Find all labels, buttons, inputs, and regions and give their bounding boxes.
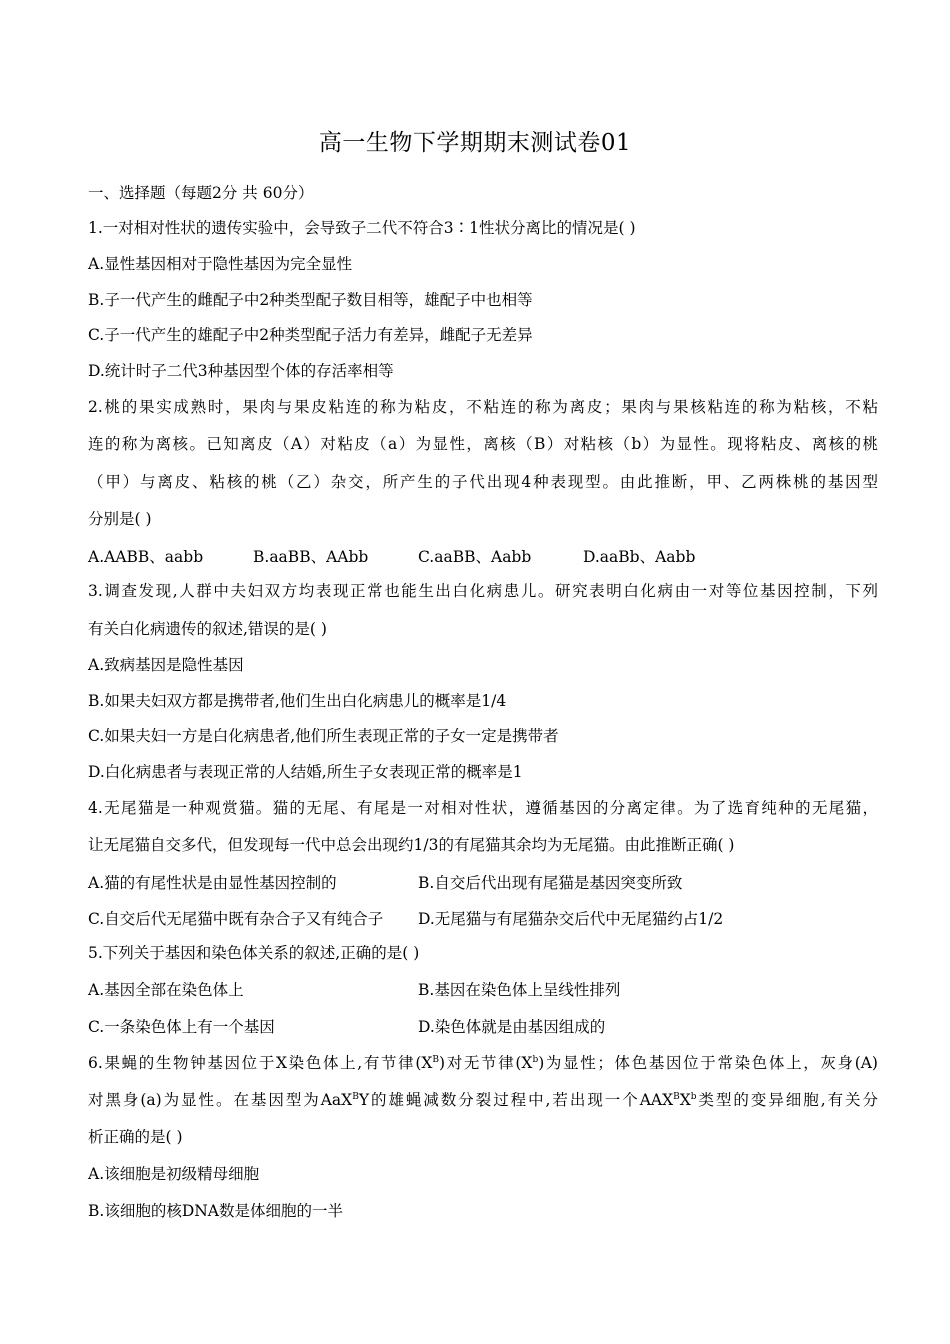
section-heading: 一、选择题（每题2分 共 60分） xyxy=(88,184,314,202)
q2-stem-line2: 连的称为离核。已知离皮（A）对粘皮（a）为显性，离核（B）对粘核（b）为显性。现将粘皮、离核的桃 xyxy=(88,435,878,453)
q5-option-a: A.基因全部在染色体上 xyxy=(88,981,244,999)
q2-option-d: D.aaBb、Aabb xyxy=(583,548,696,566)
q3-option-b: B.如果夫妇双方都是携带者,他们生出白化病患儿的概率是1/4 xyxy=(88,692,507,710)
q1-option-a: A.显性基因相对于隐性基因为完全显性 xyxy=(88,255,353,273)
q2-stem-line3: （甲）与离皮、粘核的桃（乙）杂交，所产生的子代出现4种表现型。由此推断，甲、乙两株桃的基因型 xyxy=(88,473,878,491)
q4-option-b: B.自交后代出现有尾猫是基因突变所致 xyxy=(418,874,683,892)
page-title: 高一生物下学期期末测试卷01 xyxy=(318,130,632,156)
q6-stem-line2: 对黑身(a)为显性。在基因型为AaX$^B$Y的雄蝇减数分裂过程中,若出现一个$AAX^BX^b$类型的变异细胞,有关分 xyxy=(88,1091,878,1109)
q5-stem: 5.下列关于基因和染色体关系的叙述,正确的是( ) xyxy=(88,944,420,962)
q3-option-d: D.白化病患者与表现正常的人结婚,所生子女表现正常的概率是1 xyxy=(88,763,523,781)
q2-stem-line1: 2.桃的果实成熟时，果肉与果皮粘连的称为粘皮，不粘连的称为离皮；果肉与果核粘连的称为粘核，不粘 xyxy=(88,398,878,416)
q6-option-a: A.该细胞是初级精母细胞 xyxy=(88,1165,260,1183)
q4-stem-line1: 4.无尾猫是一种观赏猫。猫的无尾、有尾是一对相对性状，遵循基因的分离定律。为了选育纯种的无尾猫， xyxy=(88,799,878,817)
q1-option-c: C.子一代产生的雄配子中2种类型配子活力有差异，雌配子无差异 xyxy=(88,326,533,344)
q3-option-a: A.致病基因是隐性基因 xyxy=(88,656,244,674)
q3-stem-line1: 3.调查发现,人群中夫妇双方均表现正常也能生出白化病患儿。研究表明白化病由一对等位基因控制，下列 xyxy=(88,582,878,600)
q3-option-c: C.如果夫妇一方是白化病患者,他们所生表现正常的子女一定是携带者 xyxy=(88,727,559,745)
q2-option-c: C.aaBB、Aabb xyxy=(418,548,532,566)
q4-option-d: D.无尾猫与有尾猫杂交后代中无尾猫约占1/2 xyxy=(418,910,724,928)
q1-option-d: D.统计时子二代3种基因型个体的存活率相等 xyxy=(88,362,394,380)
q1-option-b: B.子一代产生的雌配子中2种类型配子数目相等，雄配子中也相等 xyxy=(88,291,533,309)
q4-option-c: C.自交后代无尾猫中既有杂合子又有纯合子 xyxy=(88,910,384,928)
q5-option-d: D.染色体就是由基因组成的 xyxy=(418,1018,606,1036)
q3-stem-line2: 有关白化病遗传的叙述,错误的是( ) xyxy=(88,620,327,638)
q5-option-c: C.一条染色体上有一个基因 xyxy=(88,1018,275,1036)
q4-option-a: A.猫的有尾性状是由显性基因控制的 xyxy=(88,874,337,892)
q2-stem-line4: 分别是( ) xyxy=(88,510,152,528)
q2-option-a: A.AABB、aabb xyxy=(88,548,204,566)
q1-stem: 1.一对相对性状的遗传实验中，会导致子二代不符合3∶1性状分离比的情况是( ) xyxy=(88,219,636,237)
q6-option-b: B.该细胞的核DNA数是体细胞的一半 xyxy=(88,1202,344,1220)
q4-stem-line2: 让无尾猫自交多代，但发现每一代中总会出现约1/3的有尾猫其余均为无尾猫。由此推断正确( ) xyxy=(88,836,735,854)
q6-stem-line3: 析正确的是( ) xyxy=(88,1128,183,1146)
q5-option-b: B.基因在染色体上呈线性排列 xyxy=(418,981,621,999)
q2-option-b: B.aaBB、AAbb xyxy=(253,548,369,566)
q6-stem-line1: 6.果蝇的生物钟基因位于X染色体上,有节律$(X^B)$对无节律$(X^b)$为显性；体色基因位于常染色体上，灰身(A) xyxy=(88,1054,878,1072)
